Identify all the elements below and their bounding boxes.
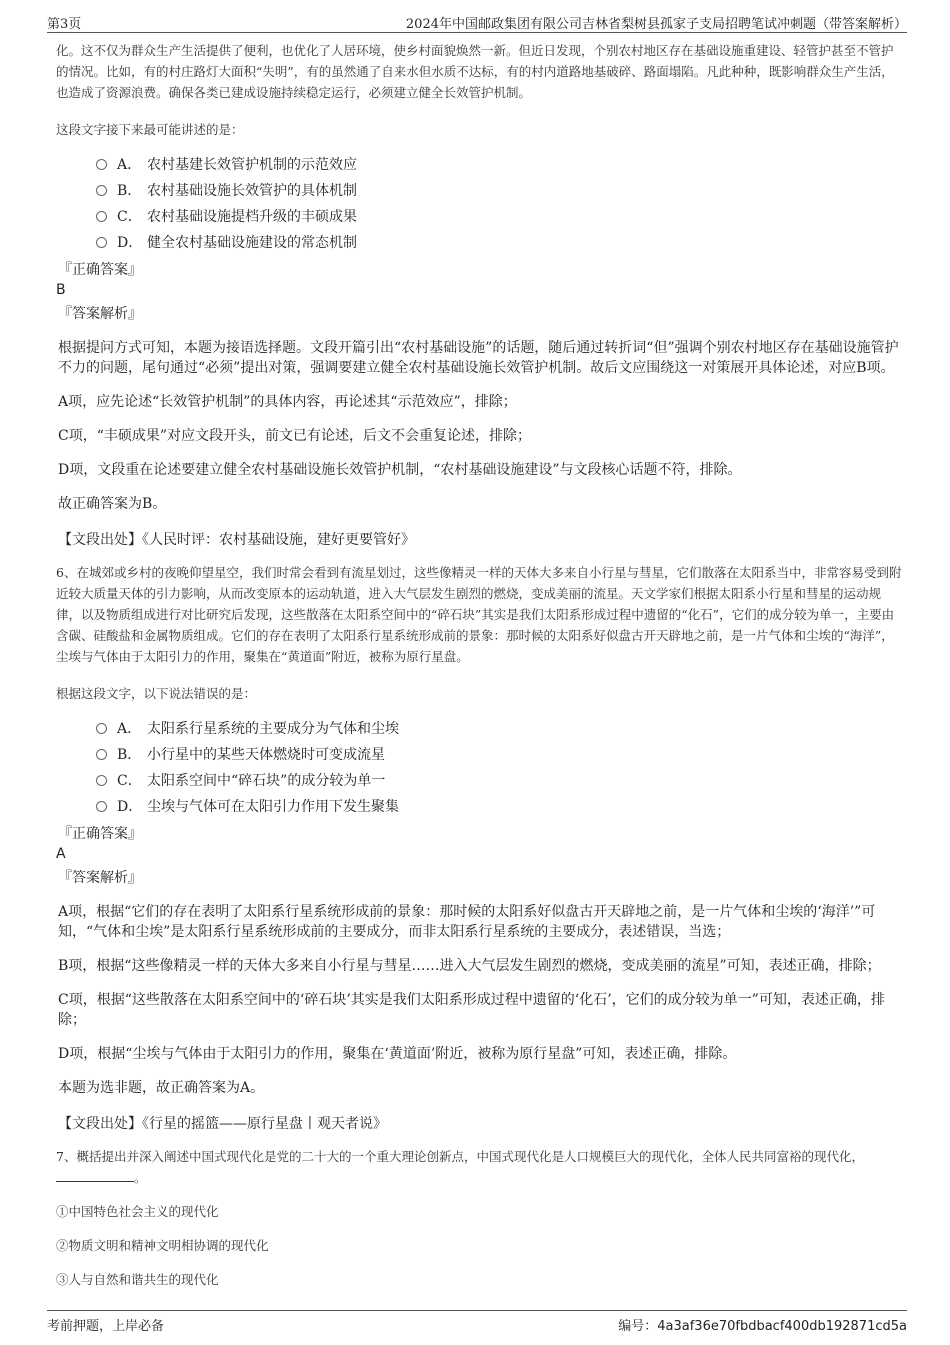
- radio-icon[interactable]: [96, 775, 107, 786]
- q5-answer: B: [56, 282, 66, 298]
- page-content: [56, 40, 902, 1290]
- q6-question: 根据这段文字，以下说法错误的是：: [56, 686, 257, 701]
- q5-options: [96, 152, 902, 256]
- q5-passage: 化。这不仅为群众生产生活提供了便利，也优化了人居环境，使乡村面貌焕然一新。但近日发现，个别农村地区存在基础设施重建设、轻管护甚至不管护的情况。比如，有的村庄路灯大面积“失明”，有的虽然通了自来水但水质不达标，有的村内道路地基破碎、路面塌陷。凡此种种，既影响群众生产生活，也造成了资源浪费。确保各类已建成设施持续稳定运行，必须建立健全长效管护机制。: [56, 43, 894, 100]
- radio-icon[interactable]: [96, 159, 107, 170]
- q7-item-2: ②物质文明和精神文明相协调的现代化: [56, 1238, 269, 1253]
- page-footer: [47, 1310, 907, 1333]
- q6-answer-tag: 『正确答案』: [58, 826, 142, 842]
- radio-icon[interactable]: [96, 237, 107, 248]
- q6-answer: A: [56, 846, 66, 862]
- q5-answer-tag: 『正确答案』: [58, 262, 142, 278]
- q7-item-1: ①中国特色社会主义的现代化: [56, 1204, 219, 1219]
- q5-option-d[interactable]: D． 健全农村基础设施建设的常态机制: [96, 230, 902, 256]
- q5-analysis-summary: 根据提问方式可知，本题为接语选择题。文段开篇引出“农村基础设施”的话题，随后通过转折词“但”强调个别农村地区存在基础设施管护不力的问题，尾句通过“必须”提出对策，强调要建立健全农村基础设施长效管护机制。故后文应围绕这一对策展开具体论述，对应B项。: [58, 340, 899, 376]
- q5-option-b[interactable]: B． 农村基础设施长效管护的具体机制: [96, 178, 902, 204]
- q5-analysis-a: A项，应先论述“长效管护机制”的具体内容，再论述其“示范效应”，排除；: [58, 394, 517, 410]
- q7-stem: 7、概括提出并深入阐述中国式现代化是党的二十大的一个重大理论创新点，中国式现代化是人口规模巨大的现代化，全体人民共同富裕的现代化，。: [56, 1149, 864, 1185]
- page-number: 第3页: [47, 17, 82, 32]
- q6-passage: 6、在城郊或乡村的夜晚仰望星空，我们时常会看到有流星划过，这些像精灵一样的天体大多来自小行星与彗星，它们散落在太阳系当中，非常容易受到附近较大质量天体的引力影响，从而改变原本的运动轨道，进入大气层发生剧烈的燃烧，变成美丽的流星。天文学家们根据太阳系小行星和彗星的运动规律，以及物质组成进行对比研究后发现，这些散落在太阳系空间中的“碎石块”其实是我们太阳系形成过程中遗留的“化石”，它们的成分较为单一，主要由含碳、硅酸盐和金属物质组成。它们的存在表明了太阳系行星系统形成前的景象：那时候的太阳系好似盘古开天辟地之前，是一片气体和尘埃的“海洋”，尘埃与气体由于太阳引力的作用，聚集在“黄道面”附近，被称为原行星盘。: [56, 565, 902, 664]
- q6-option-d[interactable]: D． 尘埃与气体可在太阳引力作用下发生聚集: [96, 794, 902, 820]
- document-title: 2024年中国邮政集团有限公司吉林省梨树县孤家子支局招聘笔试冲刺题（带答案解析）: [405, 17, 907, 32]
- q6-analysis-d: D项，根据“尘埃与气体由于太阳引力的作用，聚集在‘黄道面’附近，被称为原行星盘”可知，表述正确，排除。: [58, 1046, 737, 1062]
- radio-icon[interactable]: [96, 211, 107, 222]
- document-code: 编号：4a3af36e70fbdbacf400db192871cd5a: [618, 1319, 907, 1334]
- answer-blank: [56, 1169, 134, 1182]
- q6-option-b[interactable]: B． 小行星中的某些天体燃烧时可变成流星: [96, 742, 902, 768]
- q5-question: 这段文字接下来最可能讲述的是：: [56, 122, 244, 137]
- q5-option-a[interactable]: A． 农村基建长效管护机制的示范效应: [96, 152, 902, 178]
- q6-analysis-a: A项，根据“它们的存在表明了太阳系行星系统形成前的景象：那时候的太阳系好似盘古开天辟地之前，是一片气体和尘埃的‘海洋’”可知，“气体和尘埃”是太阳系行星系统形成前的主要成分，而非太阳系行星系统的主要成分，表述错误，当选；: [58, 904, 876, 940]
- q6-source: 【文段出处】《行星的摇篮——原行星盘丨观天者说》: [58, 1116, 387, 1132]
- q5-analysis-c: C项，“丰硕成果”对应文段开头，前文已有论述，后文不会重复论述，排除；: [58, 428, 532, 444]
- q5-analysis-d: D项，文段重在论述要建立健全农村基础设施长效管护机制，“农村基础设施建设”与文段核心话题不符，排除。: [58, 462, 742, 478]
- q5-option-c[interactable]: C． 农村基础设施提档升级的丰硕成果: [96, 204, 902, 230]
- q6-analysis-conclusion: 本题为选非题，故正确答案为A。: [58, 1080, 265, 1096]
- q7-item-3: ③人与自然和谐共生的现代化: [56, 1272, 219, 1287]
- q6-analysis-c: C项，根据“这些散落在太阳系空间中的‘碎石块’其实是我们太阳系形成过程中遗留的‘化石’，它们的成分较为单一”可知，表述正确，排除；: [58, 992, 885, 1028]
- q6-option-a[interactable]: A． 太阳系行星系统的主要成分为气体和尘埃: [96, 716, 902, 742]
- radio-icon[interactable]: [96, 801, 107, 812]
- q5-source: 【文段出处】《人民时评：农村基础设施，建好更要管好》: [58, 532, 415, 548]
- q6-analysis-b: B项，根据“这些像精灵一样的天体大多来自小行星与彗星……进入大气层发生剧烈的燃烧，变成美丽的流星”可知，表述正确，排除；: [58, 958, 881, 974]
- page-header: [47, 10, 907, 33]
- q6-analysis-tag: 『答案解析』: [58, 870, 142, 886]
- q6-option-c[interactable]: C． 太阳系空间中“碎石块”的成分较为单一: [96, 768, 902, 794]
- radio-icon[interactable]: [96, 185, 107, 196]
- q5-analysis-tag: 『答案解析』: [58, 306, 142, 322]
- q5-analysis-conclusion: 故正确答案为B。: [58, 496, 167, 512]
- radio-icon[interactable]: [96, 749, 107, 760]
- q6-options: [96, 716, 902, 820]
- footer-slogan: 考前押题，上岸必备: [47, 1319, 165, 1334]
- radio-icon[interactable]: [96, 723, 107, 734]
